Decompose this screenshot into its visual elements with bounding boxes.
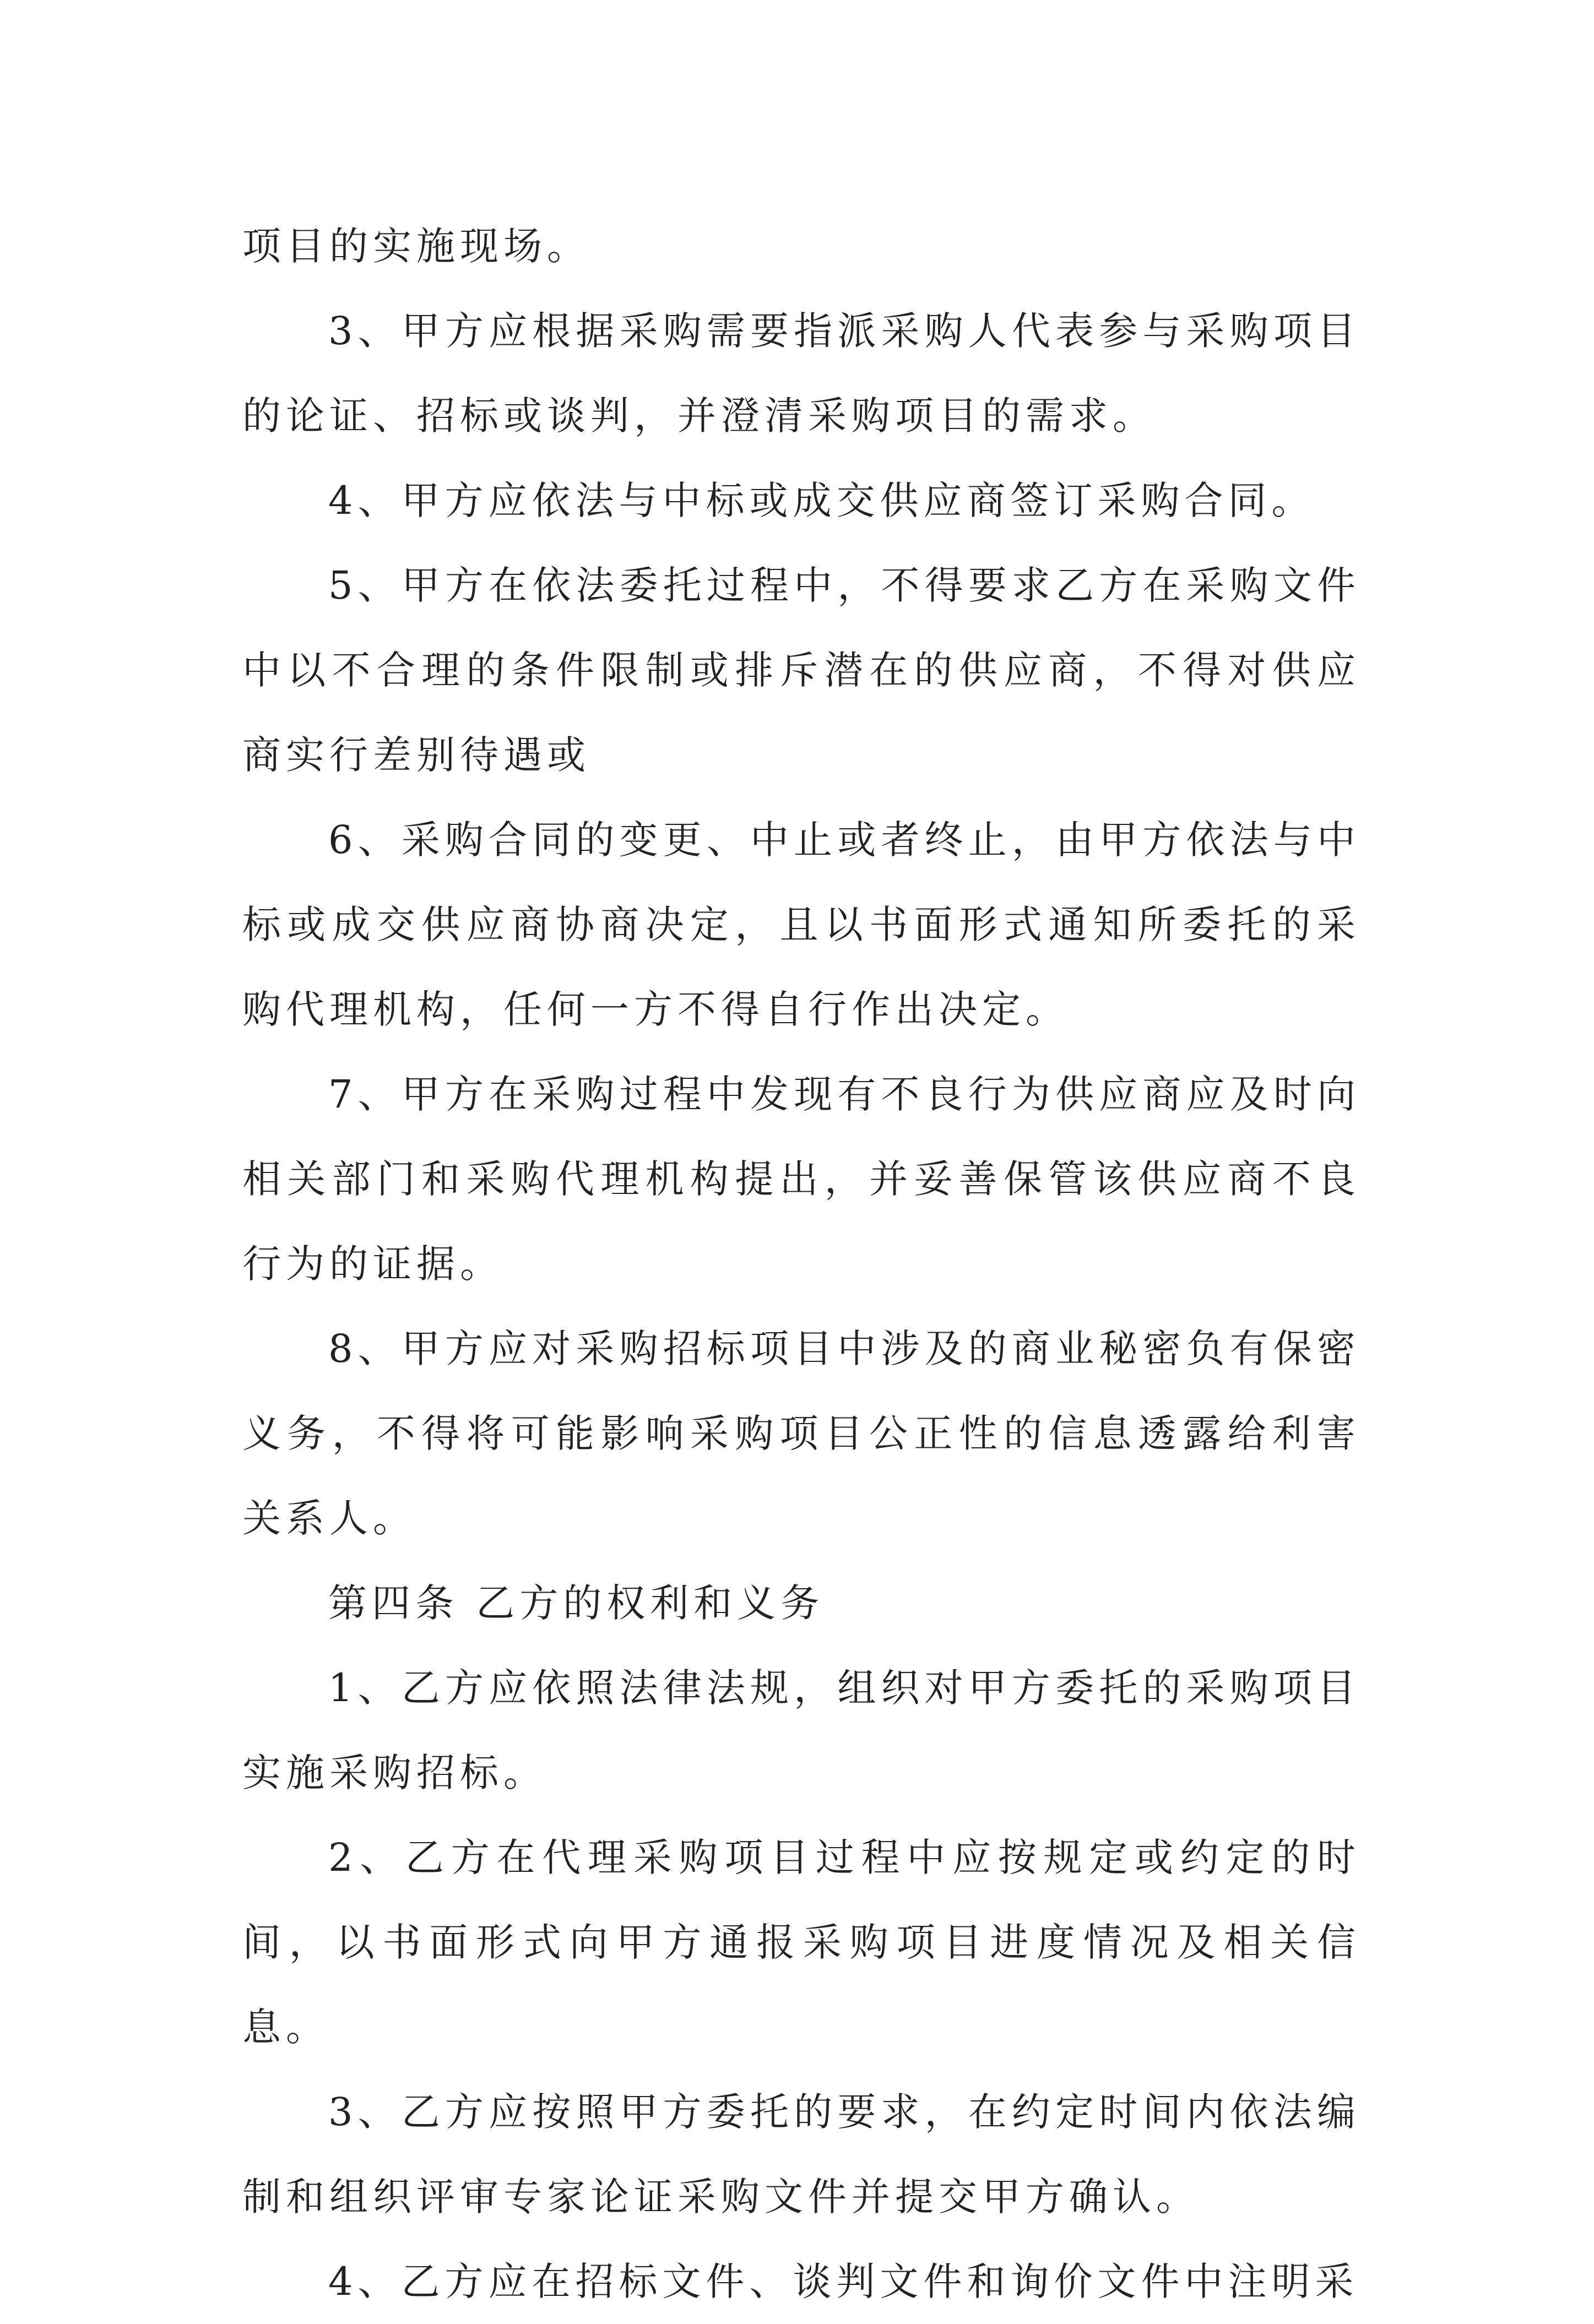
paragraph-clause-3-party-b: 3、乙方应按照甲方委托的要求，在约定时间内依法编制和组织评审专家论证采购文件并提交甲方确认。 bbox=[242, 2089, 1360, 2219]
paragraph-clause-4-party-a: 4、甲方应依法与中标或成交供应商签订采购合同。 bbox=[328, 478, 1315, 523]
paragraph-clause-1-party-b: 1、乙方应依照法律法规，组织对甲方委托的采购项目实施采购招标。 bbox=[242, 1665, 1360, 1795]
paragraph-clause-7-party-a: 7、甲方在采购过程中发现有不良行为供应商应及时向相关部门和采购代理机构提出，并妥善保管该供应商不良行为的证据。 bbox=[242, 1072, 1360, 1286]
paragraph-clause-6-party-a: 6、采购合同的变更、中止或者终止，由甲方依法与中标或成交供应商协商决定，且以书面形式通知所委托的采购代理机构，任何一方不得自行作出决定。 bbox=[242, 817, 1360, 1032]
paragraph-project-site: 项目的实施现场。 bbox=[242, 224, 590, 269]
paragraph-clause-4-party-b: 4、乙方应在招标文件、谈判文件和询价文件中注明采 bbox=[328, 2259, 1359, 2304]
paragraph-clause-2-party-b: 2、乙方在代理采购项目过程中应按规定或约定的时间，以书面形式向甲方通报采购项目进度情况及相关信息。 bbox=[242, 1835, 1360, 2050]
paragraph-clause-5-party-a: 5、甲方在依法委托过程中，不得要求乙方在采购文件中以不合理的条件限制或排斥潜在的供应商，不得对供应商实行差别待遇或 bbox=[242, 563, 1360, 778]
paragraph-clause-3-party-a: 3、甲方应根据采购需要指派采购人代表参与采购项目的论证、招标或谈判，并澄清采购项目的需求。 bbox=[242, 308, 1360, 438]
document-body bbox=[242, 204, 1360, 2324]
paragraph-clause-8-party-a: 8、甲方应对采购招标项目中涉及的商业秘密负有保密义务，不得将可能影响采购项目公正性的信息透露给利害关系人。 bbox=[242, 1326, 1360, 1541]
section-heading-article-4: 第四条 乙方的权利和义务 bbox=[328, 1581, 825, 1626]
